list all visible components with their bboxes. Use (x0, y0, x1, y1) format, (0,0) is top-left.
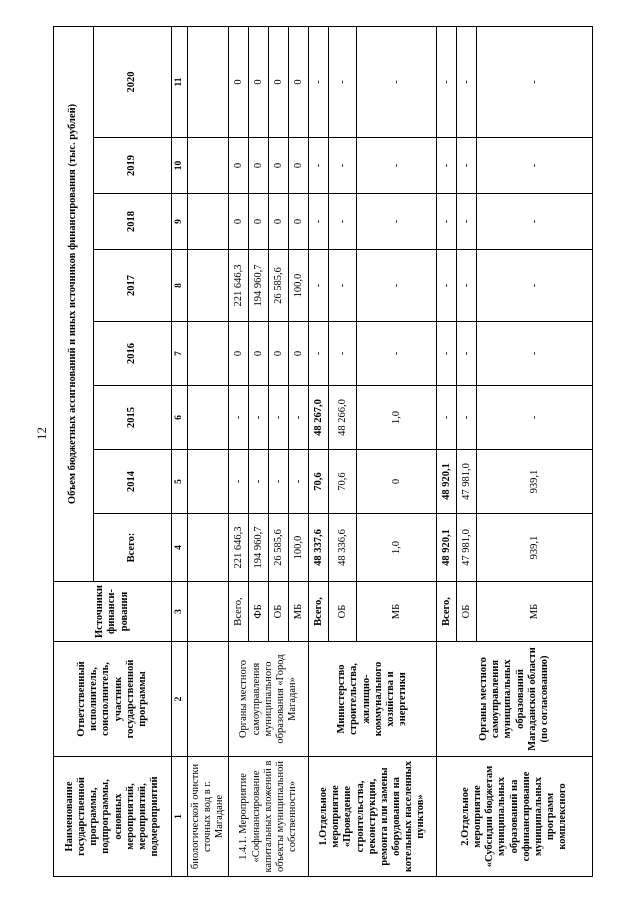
value-cell: - (309, 194, 329, 250)
header-year: 2020 (94, 26, 172, 137)
measure-executor: Органы местного самоуправления муниципального образования «Город Магадан» (229, 642, 309, 757)
table-row (309, 26, 329, 876)
header-year: 2016 (94, 322, 172, 386)
column-number: 2 (172, 642, 188, 757)
value-cell: - (477, 250, 593, 322)
value-cell: - (249, 450, 269, 514)
value-cell: 100,0 (289, 514, 309, 582)
value-cell: - (477, 138, 593, 194)
value-cell: 194 960,7 (249, 250, 269, 322)
source-cell: ФБ (249, 582, 269, 642)
source-cell: Всего, (229, 582, 249, 642)
value-cell: 0 (289, 322, 309, 386)
value-cell: - (437, 194, 457, 250)
header-year: 2014 (94, 450, 172, 514)
value-cell: 48 920,1 (437, 450, 457, 514)
column-number: 7 (172, 322, 188, 386)
measure-name: 2.Отдельное мероприятие «Субсидии бюджетам муниципальных образований на софинансирование муниципальных программ комплексного (437, 757, 593, 877)
source-cell: ОБ (269, 582, 289, 642)
value-cell: - (457, 26, 477, 137)
value-cell: - (329, 250, 357, 322)
value-cell: - (309, 138, 329, 194)
value-cell: - (457, 194, 477, 250)
value-cell: - (357, 26, 437, 137)
value-cell: - (249, 386, 269, 450)
value-cell: - (229, 386, 249, 450)
value-cell: - (477, 322, 593, 386)
column-number-row (172, 26, 188, 876)
header-total: Всего: (94, 514, 172, 582)
header-year: 2019 (94, 138, 172, 194)
value-cell: 0 (229, 322, 249, 386)
value-cell: - (477, 26, 593, 137)
header-source: Источники финанси-рования (54, 582, 172, 642)
value-cell: - (309, 322, 329, 386)
value-cell: - (457, 250, 477, 322)
value-cell: - (289, 450, 309, 514)
value-cell: - (357, 194, 437, 250)
measure-name: 1.4.1. Мероприятие «Софинансирование капитальных вложений в объекты муниципальной собственности» (229, 757, 309, 877)
measure-executor: Органы местного самоуправления муниципальных образований Магаданской области (по согласованию) (437, 642, 593, 757)
value-cell: - (357, 322, 437, 386)
value-cell: 48 337,6 (309, 514, 329, 582)
value-cell: - (437, 386, 457, 450)
value-cell: 0 (289, 26, 309, 137)
rotated-table-container (53, 27, 593, 877)
value-cell: - (457, 138, 477, 194)
value-cell: - (477, 386, 593, 450)
source-cell: ОБ (329, 582, 357, 642)
continuation-text: биологической очистки сточных вод в г. Магадане (187, 757, 228, 877)
column-number: 8 (172, 250, 188, 322)
source-cell: МБ (357, 582, 437, 642)
table-row (437, 26, 457, 876)
value-cell: 47 981,0 (457, 514, 477, 582)
header-group-funding: Объем бюджетных ассигнований и иных источников финансирования (тыс. рублей) (54, 26, 94, 581)
value-cell: 0 (269, 138, 289, 194)
source-cell: МБ (477, 582, 593, 642)
value-cell: - (457, 386, 477, 450)
value-cell: - (457, 322, 477, 386)
header-name: Наименование государственной программы, подпрограммы, основных мероприятий, мероприятий, подмероприятий (54, 757, 172, 877)
table-row (229, 26, 249, 876)
value-cell: 0 (357, 450, 437, 514)
header-executor: Ответственный исполнитель, соисполнитель, участник государственной программы (54, 642, 172, 757)
value-cell: 221 646,3 (229, 514, 249, 582)
header-row-top (54, 26, 94, 876)
value-cell: 1,0 (357, 514, 437, 582)
value-cell: 221 646,3 (229, 250, 249, 322)
header-year: 2018 (94, 194, 172, 250)
value-cell: 0 (269, 194, 289, 250)
value-cell: - (289, 386, 309, 450)
value-cell: 48 920,1 (437, 514, 457, 582)
value-cell: 47 981,0 (457, 450, 477, 514)
value-cell: 70,6 (309, 450, 329, 514)
column-number: 5 (172, 450, 188, 514)
value-cell: 48 336,6 (329, 514, 357, 582)
value-cell: - (437, 250, 457, 322)
column-number: 9 (172, 194, 188, 250)
column-number: 4 (172, 514, 188, 582)
value-cell: 0 (249, 322, 269, 386)
value-cell: - (309, 26, 329, 137)
value-cell: 0 (269, 26, 289, 137)
value-cell: - (329, 138, 357, 194)
value-cell: 100,0 (289, 250, 309, 322)
value-cell: 26 585,6 (269, 514, 289, 582)
value-cell: 70,6 (329, 450, 357, 514)
header-year: 2017 (94, 250, 172, 322)
continuation-row (187, 26, 228, 876)
budget-table (53, 26, 593, 877)
value-cell: 194 960,7 (249, 514, 269, 582)
value-cell: 0 (249, 26, 269, 137)
measure-name: 1.Отдельное мероприятие «Проведение строительства, реконструкции, ремонта или замены оборудования на котельных населенных пунктов» (309, 757, 437, 877)
source-cell: МБ (289, 582, 309, 642)
value-cell: 0 (229, 26, 249, 137)
value-cell: 0 (289, 138, 309, 194)
column-number: 10 (172, 138, 188, 194)
value-cell: - (357, 250, 437, 322)
value-cell: - (437, 322, 457, 386)
value-cell: 0 (289, 194, 309, 250)
value-cell: 26 585,6 (269, 250, 289, 322)
value-cell: - (329, 194, 357, 250)
source-cell: Всего, (309, 582, 329, 642)
measure-executor: Министерство строительства, жилищно-коммунального хозяйства и энергетики (309, 642, 437, 757)
value-cell: 0 (249, 194, 269, 250)
page-number: 12 (34, 427, 49, 440)
value-cell: - (229, 450, 249, 514)
value-cell: 939,1 (477, 514, 593, 582)
value-cell: - (477, 194, 593, 250)
header-year: 2015 (94, 386, 172, 450)
column-number: 6 (172, 386, 188, 450)
value-cell: 0 (249, 138, 269, 194)
value-cell: 48 267,0 (309, 386, 329, 450)
value-cell: 48 266,0 (329, 386, 357, 450)
value-cell: - (309, 250, 329, 322)
value-cell: - (269, 386, 289, 450)
source-cell: ОБ (457, 582, 477, 642)
column-number: 11 (172, 26, 188, 137)
value-cell: - (329, 322, 357, 386)
value-cell: - (269, 450, 289, 514)
value-cell: 0 (229, 194, 249, 250)
value-cell: 1,0 (357, 386, 437, 450)
source-cell: Всего, (437, 582, 457, 642)
value-cell: 939,1 (477, 450, 593, 514)
value-cell: - (437, 138, 457, 194)
value-cell: - (357, 138, 437, 194)
value-cell: - (329, 26, 357, 137)
column-number: 3 (172, 582, 188, 642)
value-cell: 0 (229, 138, 249, 194)
value-cell: - (437, 26, 457, 137)
value-cell: 0 (269, 322, 289, 386)
column-number: 1 (172, 757, 188, 877)
